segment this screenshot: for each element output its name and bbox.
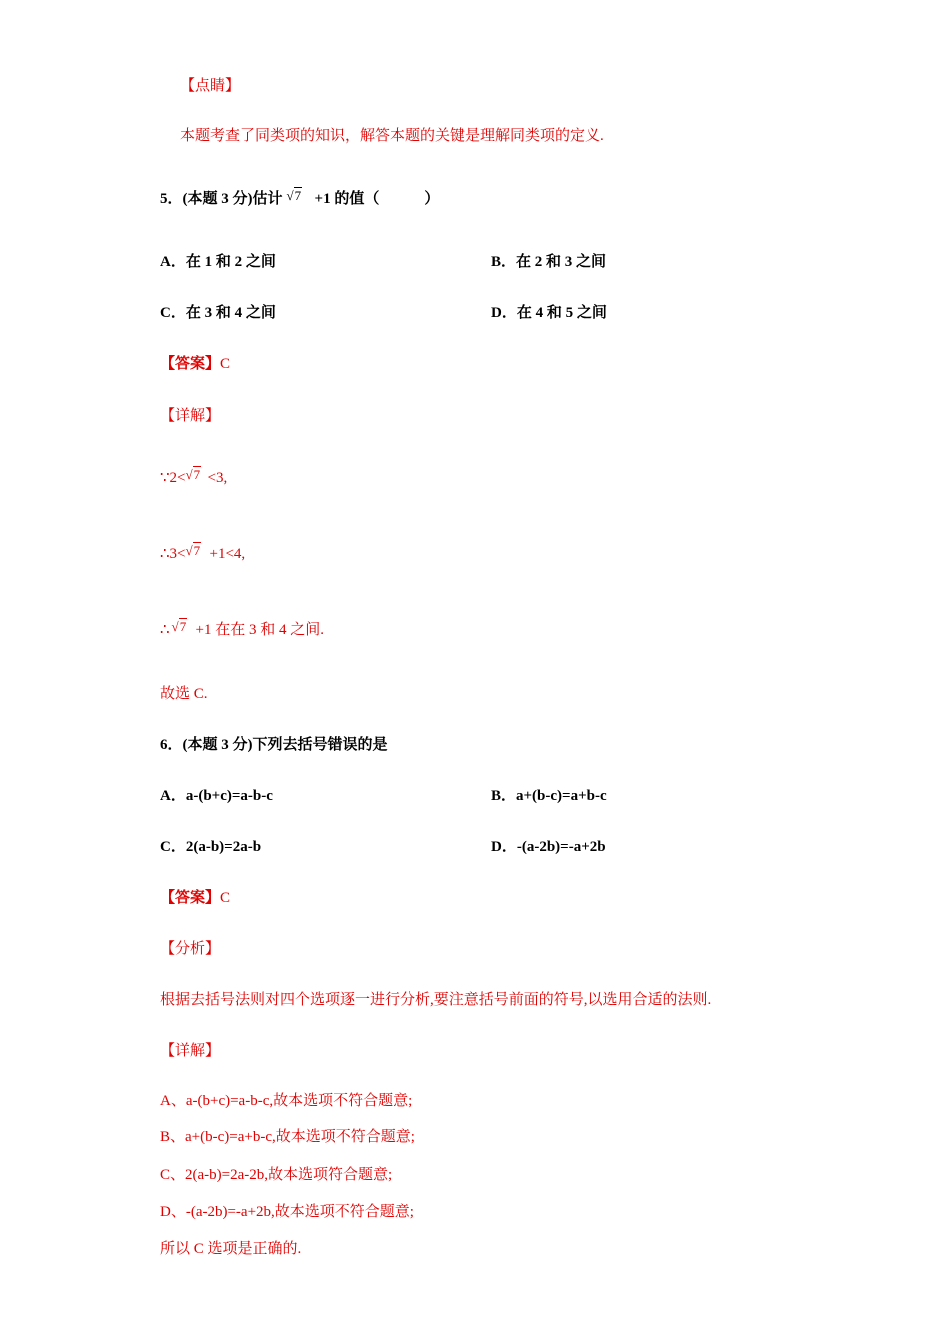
q5-option-a: A．在 1 和 2 之间 — [160, 254, 276, 270]
q6-stem — [160, 735, 388, 755]
sqrt-sign-icon: √ — [286, 188, 294, 203]
q5-answer — [160, 354, 230, 374]
q6-option-a: A．a-(b+c)=a-b-c — [160, 788, 273, 804]
q6-stem-text: (本题 3 分)下列去括号错误的是 — [182, 737, 388, 753]
q6-analysis-text: 根据去括号法则对四个选项逐一进行分析,要注意括号前面的符号,以选用合适的法则. — [160, 992, 712, 1008]
q6-option-c: C．2(a-b)=2a-b — [160, 839, 262, 855]
q6-answer-label: 【答案】 — [160, 890, 221, 906]
q6-option-d: D．-(a-2b)=-a+2b — [491, 839, 606, 855]
q6-answer-value: C — [220, 890, 231, 906]
q5-option-d: D．在 4 和 5 之间 — [491, 305, 607, 321]
q5-conclusion: 故选 C. — [160, 686, 208, 702]
q5-detail-line-2: ∴3< √7 +1<4, — [160, 543, 246, 562]
q5-stem — [160, 189, 439, 209]
q5-option-b: B．在 2 和 3 之间 — [491, 254, 607, 270]
sqrt-sign-icon: √ — [185, 543, 193, 558]
q6-option-b: B．a+(b-c)=a+b-c — [491, 788, 607, 804]
q5-detail-line-1: ∵2< √7 <3, — [160, 467, 228, 486]
dianjing-text: 本题考查了同类项的知识，解答本题的关键是理解同类项的定义. — [180, 128, 604, 144]
sqrt-sign-icon: √ — [171, 619, 179, 634]
q5-answer-value: C — [220, 356, 231, 372]
q6-detail-conclusion: 所以 C 选项是正确的. — [160, 1241, 302, 1257]
q6-detail-line-b: B、a+(b-c)=a+b-c,故本选项不符合题意; — [160, 1129, 415, 1145]
q5-number: 5． — [160, 191, 183, 207]
q6-number: 6． — [160, 737, 183, 753]
q5-detail-label: 【详解】 — [160, 408, 221, 424]
radicand: 7 — [294, 188, 302, 203]
q6-detail-line-c: C、2(a-b)=2a-2b,故本选项符合题意; — [160, 1167, 393, 1183]
q5-detail-line-3: ∴ √7 +1 在在 3 和 4 之间. — [160, 619, 325, 638]
q6-detail-label: 【详解】 — [160, 1043, 221, 1059]
q5-stem-pre: (本题 3 分)估计 — [182, 191, 283, 207]
q6-answer — [160, 888, 230, 908]
sqrt-sign-icon: √ — [185, 467, 193, 482]
dianjing-label: 【点睛】 — [180, 78, 241, 94]
q6-analysis-label: 【分析】 — [160, 941, 221, 957]
q6-detail-line-d: D、-(a-2b)=-a+2b,故本选项不符合题意; — [160, 1204, 414, 1220]
q5-answer-label: 【答案】 — [160, 356, 221, 372]
q5-stem-post: +1 的值（ ） — [314, 191, 440, 207]
q6-detail-line-a: A、a-(b+c)=a-b-c,故本选项不符合题意; — [160, 1093, 413, 1109]
q5-option-c: C．在 3 和 4 之间 — [160, 305, 276, 321]
